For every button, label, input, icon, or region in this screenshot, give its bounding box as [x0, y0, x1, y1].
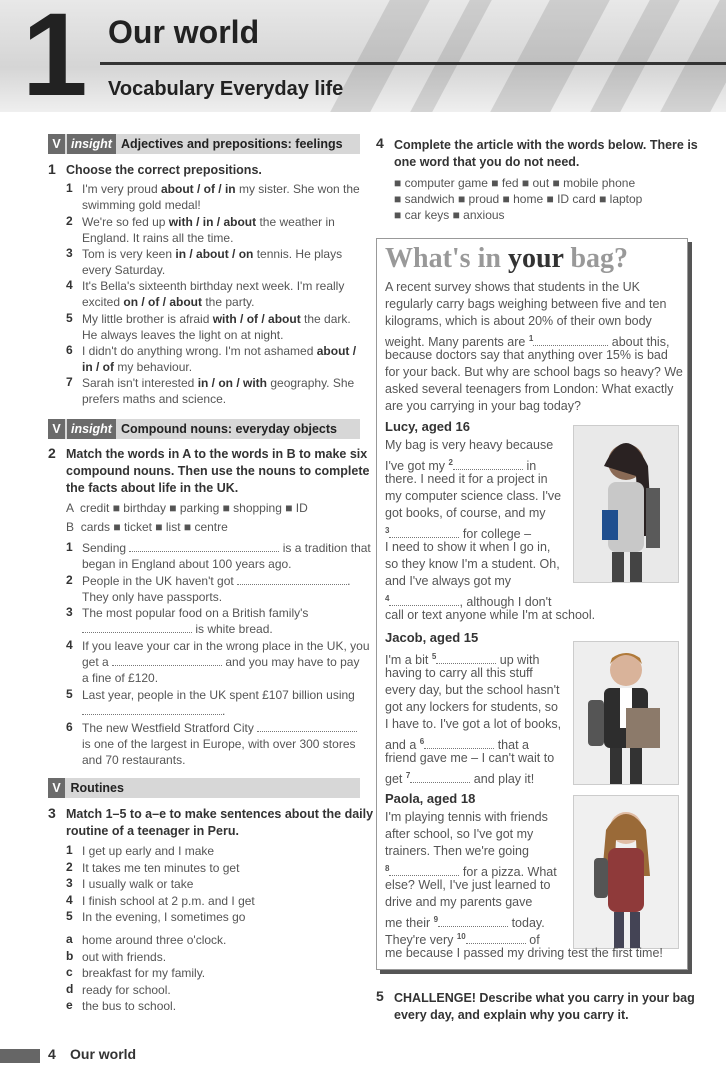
text-span: up with — [496, 653, 540, 668]
answer-gap[interactable] — [410, 772, 470, 783]
item-line — [82, 294, 255, 310]
text-span: and play it! — [470, 772, 535, 787]
vocab-badge: V — [48, 419, 65, 439]
item-line: . — [82, 703, 225, 719]
answer-gap[interactable] — [453, 459, 523, 470]
text-span: having to carry all this stuff — [385, 666, 533, 680]
footer-title: Our world — [70, 1046, 137, 1062]
article-line — [385, 296, 666, 313]
section-title: Vocabulary Everyday life — [108, 78, 344, 100]
item-line: People in the UK haven't got . — [82, 574, 351, 588]
answer-gap[interactable] — [389, 527, 459, 538]
article-line — [385, 877, 550, 894]
text-span: so they know I'm a student. Oh, — [385, 557, 560, 571]
item-number: 1 — [66, 843, 73, 857]
gap-number: 9 — [433, 915, 439, 924]
item-number: 2 — [66, 214, 73, 228]
exercise-number: 5 — [376, 988, 384, 1004]
item-line — [82, 311, 351, 327]
text-span: because doctors say that anything over 15% is bad — [385, 348, 668, 362]
photo-jacob — [573, 641, 679, 785]
exercise-instruction-line: the facts about life in the UK. — [66, 481, 239, 495]
text-span: for your back. But why are school bags so heavy? We — [385, 365, 683, 379]
answer-gap[interactable] — [533, 335, 608, 346]
text-span: call or text anyone while I'm at school. — [385, 608, 596, 622]
unit-title: Our world — [108, 14, 260, 50]
text-span: after school, so I've got my — [385, 827, 534, 841]
item-line: a fine of £120. — [82, 671, 159, 685]
exercise-number: 1 — [48, 161, 56, 177]
text-span: weight. Many parents are — [385, 335, 529, 350]
article-box — [376, 238, 688, 970]
photo-paola — [573, 795, 679, 949]
section-header-routines — [48, 778, 360, 798]
article-line — [385, 750, 554, 767]
article-line — [385, 347, 668, 364]
text-span: the dark. — [300, 312, 351, 326]
article-line — [385, 381, 673, 398]
exercise-number: 2 — [48, 445, 56, 461]
exercise-number: 4 — [376, 135, 384, 151]
group-words: cards ■ ticket ■ list ■ centre — [80, 520, 228, 534]
item-line — [82, 375, 354, 391]
exercise-instruction-line: Complete the article with the words below. There is — [394, 138, 698, 152]
item-line — [82, 262, 165, 278]
speaker-name: Lucy, aged 16 — [385, 419, 471, 434]
vocab-badge: V — [48, 134, 65, 154]
text-span: and a — [385, 738, 420, 753]
item-line — [82, 343, 356, 359]
item-line — [82, 230, 233, 246]
text-span: get — [385, 772, 406, 787]
text-span: prefers maths and science. — [82, 392, 227, 406]
article-line — [385, 809, 548, 826]
text-span: Sarah isn't interested — [82, 376, 198, 390]
answer-gap[interactable] — [436, 653, 496, 664]
text-span: England. It rains all the time. — [82, 231, 234, 245]
text-span: friend gave me – I can't wait to — [385, 751, 555, 765]
preposition-options: with / in / about — [168, 215, 257, 229]
item-line: and 70 restaurants. — [82, 753, 186, 767]
text-span: My little brother is afraid — [82, 312, 213, 326]
item-line — [82, 246, 342, 262]
speaker-name: Paola, aged 18 — [385, 791, 476, 806]
item-line: If you leave your car in the wrong place in the UK, you — [82, 639, 370, 653]
text-span: got any lockers for students, so — [385, 700, 559, 714]
exercise-number: 3 — [48, 805, 56, 821]
item-number: 7 — [66, 375, 73, 389]
answer-gap[interactable] — [389, 865, 459, 876]
text-span: my computer science class. I've — [385, 489, 562, 503]
answer-gap[interactable] — [466, 933, 526, 944]
answer-gap[interactable] — [112, 655, 222, 666]
article-line — [385, 313, 652, 330]
gap-number: 6 — [419, 737, 425, 746]
item-line — [82, 181, 360, 197]
text-span: today. — [508, 916, 545, 931]
answer-gap[interactable] — [82, 622, 192, 633]
item-letter: e — [66, 998, 73, 1012]
text-span: every Saturday. — [82, 263, 166, 277]
preposition-options: about / of / in — [160, 182, 236, 196]
gap-number: 4 — [385, 594, 390, 603]
word-box-line: ■ sandwich ■ proud ■ home ■ ID card ■ laptop — [394, 192, 643, 206]
section-header-title: Routines — [70, 781, 124, 795]
text-span: trainers. Then we're going — [385, 844, 529, 858]
article-line — [385, 699, 558, 716]
sentence-start: In the evening, I sometimes go — [82, 910, 246, 924]
answer-gap[interactable] — [129, 541, 279, 552]
text-span: the weather in — [256, 215, 335, 229]
text-span: my behaviour. — [114, 360, 193, 374]
gap-number: 3 — [385, 526, 390, 535]
gap-number: 7 — [405, 771, 411, 780]
text-span: I need to show it when I go in, — [385, 540, 551, 554]
answer-gap[interactable] — [438, 916, 508, 927]
section-header-compound-nouns — [48, 419, 360, 439]
item-number: 1 — [66, 181, 73, 195]
sentence-start: I finish school at 2 p.m. and I get — [82, 893, 255, 908]
item-number: 5 — [66, 311, 73, 325]
item-number: 4 — [66, 892, 73, 907]
item-line: The most popular food on a British family's — [82, 606, 309, 620]
article-line — [385, 488, 561, 505]
text-span: I've got my — [385, 459, 449, 474]
text-span: tennis. He plays — [253, 247, 343, 261]
article-line — [385, 398, 581, 415]
article-line — [385, 894, 532, 911]
item-line — [82, 391, 226, 407]
item-line — [82, 214, 335, 230]
word-box-line: ■ car keys ■ anxious — [394, 208, 505, 222]
text-span: kilograms, which is about 20% of their own body — [385, 314, 652, 328]
text-span: got books, of course, and my — [385, 506, 546, 520]
unit-number: 1 — [22, 0, 88, 121]
item-number: 3 — [66, 605, 73, 619]
text-span: the party. — [202, 295, 255, 309]
gap-number: 1 — [528, 334, 534, 343]
article-line — [385, 767, 534, 788]
sentence-start: I usually walk or take — [82, 877, 194, 891]
text-span: and I've always got my — [385, 574, 512, 588]
item-number: 4 — [66, 638, 73, 652]
text-span: It's Bella's sixteenth birthday next week. I'm really — [82, 279, 345, 293]
article-line — [385, 505, 546, 522]
text-span: are you carrying in your bag today? — [385, 399, 581, 413]
item-number: 3 — [66, 876, 73, 890]
group-label: B — [66, 520, 75, 534]
text-span: swimming gold medal! — [82, 198, 201, 212]
item-letter: a — [66, 932, 73, 946]
item-line — [82, 327, 283, 343]
answer-gap[interactable] — [257, 721, 357, 732]
exercise-instruction-line: Match the words in A to the words in B to make six — [66, 447, 368, 461]
answer-gap[interactable] — [389, 595, 459, 606]
word-group-b — [66, 519, 228, 535]
article-line — [385, 945, 663, 962]
text-span: A recent survey shows that students in the UK — [385, 280, 640, 294]
text-span: there. I need it for a project in — [385, 472, 548, 486]
article-line — [385, 364, 683, 381]
vocab-badge: V — [48, 778, 65, 798]
insight-badge: insight — [67, 134, 116, 154]
item-line — [82, 197, 201, 213]
group-label: A — [66, 501, 74, 515]
text-span: He always leaves the light on at night. — [82, 328, 284, 342]
text-span: They're very — [385, 933, 457, 948]
sentence-end: the bus to school. — [82, 999, 177, 1013]
text-span: My bag is very heavy because — [385, 438, 554, 452]
text-span: for college – — [459, 527, 532, 542]
insight-badge: insight — [67, 419, 116, 439]
gap-number: 8 — [385, 864, 390, 873]
article-line — [385, 556, 560, 573]
section-header-feelings — [48, 134, 360, 154]
preposition-options: with / of / about — [212, 312, 301, 326]
text-span: drive and my parents gave — [385, 895, 533, 909]
text-span: of — [525, 933, 540, 948]
text-span: me because I passed my driving test the first time! — [385, 946, 663, 960]
preposition-options: in / about / on — [175, 247, 254, 261]
sentence-end: breakfast for my family. — [82, 966, 206, 980]
item-number: 2 — [66, 859, 73, 874]
footer-bar — [0, 1049, 40, 1063]
text-span: every day, but the school hasn't — [385, 683, 560, 697]
article-line — [385, 843, 529, 860]
answer-gap[interactable] — [424, 738, 494, 749]
gap-number: 10 — [456, 932, 466, 941]
item-line: Sending is a tradition that — [82, 541, 371, 555]
item-line: Last year, people in the UK spent £107 billion using — [82, 688, 355, 702]
text-span: asked several teenagers from London: What exactly — [385, 382, 674, 396]
word-group-a — [66, 500, 308, 516]
sentence-end: home around three o'clock. — [82, 933, 227, 947]
text-span: , although I don't — [459, 595, 552, 610]
item-line — [82, 359, 192, 375]
item-number: 3 — [66, 246, 73, 260]
word-box-line: ■ computer game ■ fed ■ out ■ mobile phone — [394, 176, 636, 190]
article-line — [385, 682, 559, 699]
photo-lucy — [573, 425, 679, 583]
item-line: get a and you may have to pay — [82, 655, 360, 669]
article-line — [385, 279, 640, 296]
item-line — [82, 278, 344, 294]
exercise-instruction-line: one word that you do not need. — [394, 155, 580, 169]
article-line — [385, 437, 553, 454]
section-header-title: Compound nouns: everyday objects — [120, 422, 337, 436]
preposition-options: in / of — [82, 360, 114, 374]
title-divider — [100, 62, 726, 65]
exercise-instruction-line: Match 1–5 to a–e to make sentences about the daily — [66, 807, 374, 821]
item-number: 1 — [66, 540, 73, 554]
item-number: 5 — [66, 687, 73, 701]
text-span: excited — [82, 295, 124, 309]
preposition-options: in / on / with — [197, 376, 268, 390]
text-span: geography. She — [267, 376, 355, 390]
exercise-instruction-line: every day, and explain why you carry it. — [394, 1008, 629, 1022]
text-span: Tom is very keen — [82, 247, 176, 261]
article-line — [385, 665, 533, 682]
preposition-options: on / of / about — [123, 295, 203, 309]
page-number: 4 — [48, 1046, 56, 1062]
item-letter: d — [66, 981, 74, 996]
exercise-instruction: Choose the correct prepositions. — [66, 163, 262, 177]
item-line: is one of the largest in Europe, with over 300 stores — [82, 737, 356, 751]
exercise-instruction-line: CHALLENGE! Describe what you carry in your bag — [394, 991, 695, 1005]
article-line — [385, 471, 548, 488]
item-line: The new Westfield Stratford City — [82, 720, 357, 736]
sentence-end: ready for school. — [82, 982, 171, 997]
text-span: I'm a bit — [385, 653, 432, 668]
text-span: I have to. I've got a lot of books, — [385, 717, 562, 731]
text-span: for a pizza. What — [459, 865, 557, 880]
text-span: I'm playing tennis with friends — [385, 810, 548, 824]
item-line: is white bread. — [82, 621, 273, 637]
text-span: me their — [385, 916, 434, 931]
sentence-start: I get up early and I make — [82, 844, 215, 858]
section-header-title: Adjectives and prepositions: feelings — [120, 137, 343, 151]
text-span: else? Well, I've just learned to — [385, 878, 551, 892]
item-number: 5 — [66, 909, 73, 923]
item-line: They only have passports. — [82, 590, 223, 604]
text-span: in — [522, 459, 537, 474]
text-span: We're so fed up — [82, 215, 169, 229]
article-line — [385, 607, 595, 624]
gap-number: 5 — [431, 652, 437, 661]
sentence-end: out with friends. — [82, 949, 167, 964]
text-span: regularly carry bags weighing between five and ten — [385, 297, 667, 311]
text-span: my sister. She won the — [235, 182, 360, 196]
item-letter: c — [66, 965, 73, 979]
answer-gap[interactable] — [82, 704, 222, 715]
item-number: 4 — [66, 278, 73, 292]
item-number: 6 — [66, 720, 73, 734]
article-line — [385, 716, 561, 733]
item-number: 2 — [66, 573, 73, 587]
sentence-start: It takes me ten minutes to get — [82, 860, 240, 875]
preposition-options: about / — [316, 344, 357, 358]
exercise-instruction-line: compound nouns. Then use the nouns to complete — [66, 464, 370, 478]
text-span: I'm very proud — [82, 182, 161, 196]
group-words: credit ■ birthday ■ parking ■ shopping ■ ID — [80, 501, 308, 515]
item-letter: b — [66, 948, 74, 963]
article-line — [385, 826, 533, 843]
answer-gap[interactable] — [237, 574, 347, 585]
text-span: I didn't do anything wrong. I'm not ashamed — [82, 344, 317, 358]
gap-number: 2 — [448, 458, 453, 467]
article-title: What's in your bag? — [385, 243, 629, 274]
item-line: began in England about 100 years ago. — [82, 557, 292, 571]
item-number: 6 — [66, 343, 73, 357]
speaker-name: Jacob, aged 15 — [385, 630, 479, 645]
text-span: that a — [494, 738, 529, 753]
exercise-instruction-line: routine of a teenager in Peru. — [66, 824, 239, 838]
article-line — [385, 573, 511, 590]
text-span: about this, — [608, 335, 670, 350]
article-line — [385, 539, 550, 556]
